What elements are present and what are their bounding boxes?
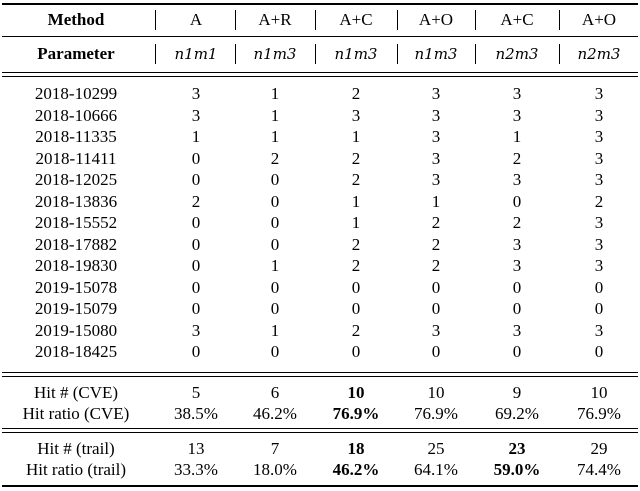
value-cell: 64.1% <box>414 460 458 479</box>
value-cell: 0 <box>191 148 201 168</box>
summary-row <box>0 382 640 404</box>
column-separator <box>155 44 156 64</box>
summary-row <box>0 403 640 425</box>
value-cell: 3 <box>512 256 522 275</box>
method-cell: A+O <box>418 10 454 29</box>
column-separator <box>235 10 236 30</box>
value-cell: 5 <box>191 383 201 402</box>
method-cell: A+R <box>258 10 292 29</box>
value-cell: 10 <box>590 383 608 402</box>
method-header-row <box>0 9 640 31</box>
value-cell: 7 <box>270 439 280 458</box>
summary-double-rule-bottom <box>2 376 638 377</box>
value-cell: 3 <box>594 105 604 125</box>
value-cell: 2 <box>512 148 522 168</box>
table-row <box>0 341 640 363</box>
header-rule <box>2 36 638 37</box>
value-cell: 0 <box>594 299 604 318</box>
row-label: 2018-12025 <box>34 170 118 189</box>
value-cell: 3 <box>431 84 441 103</box>
value-cell: 3 <box>594 148 604 168</box>
value-cell: 1 <box>351 127 361 146</box>
value-cell: 46.2% <box>253 404 297 423</box>
value-cell: 46.2% <box>332 460 380 479</box>
value-cell: 3 <box>512 170 522 189</box>
table-row <box>0 298 640 320</box>
value-cell: 13 <box>187 439 205 458</box>
value-cell: 76.9% <box>577 404 621 423</box>
value-cell: 0 <box>191 234 201 254</box>
row-label: 2018-13836 <box>34 191 118 211</box>
value-cell: 1 <box>270 105 280 125</box>
table-row <box>0 234 640 256</box>
parameter-cell: n1m3 <box>334 45 378 63</box>
value-cell: 1 <box>270 84 280 103</box>
value-cell: 2 <box>270 148 280 168</box>
value-cell: 0 <box>431 342 441 361</box>
value-cell: 0 <box>270 234 280 254</box>
row-label: 2018-10666 <box>34 105 118 125</box>
value-cell: 69.2% <box>495 404 539 423</box>
value-cell: 59.0% <box>493 460 541 479</box>
value-cell: 3 <box>431 170 441 189</box>
row-label: Hit # (trail) <box>37 439 115 458</box>
value-cell: 3 <box>594 256 604 275</box>
method-label: Method <box>47 10 105 29</box>
value-cell: 23 <box>508 439 526 458</box>
value-cell: 18 <box>347 439 365 458</box>
value-cell: 18.0% <box>253 460 297 479</box>
header-double-rule-bottom <box>2 76 638 77</box>
value-cell: 0 <box>431 277 441 297</box>
table-row <box>0 277 640 299</box>
column-separator <box>315 44 316 64</box>
parameter-cell: n1m3 <box>253 45 297 63</box>
value-cell: 1 <box>270 127 280 146</box>
value-cell: 0 <box>594 342 604 361</box>
value-cell: 0 <box>191 342 201 361</box>
table-row <box>0 148 640 170</box>
value-cell: 10 <box>427 383 445 402</box>
value-cell: 0 <box>512 191 522 211</box>
value-cell: 1 <box>512 127 522 146</box>
header-double-rule-top <box>2 72 638 73</box>
value-cell: 3 <box>512 84 522 103</box>
parameter-cell: n1m1 <box>174 45 218 63</box>
value-cell: 0 <box>270 213 280 232</box>
value-cell: 76.9% <box>332 404 380 423</box>
value-cell: 2 <box>431 256 441 275</box>
value-cell: 0 <box>191 170 201 189</box>
trail-double-rule-bottom <box>2 432 638 433</box>
top-rule <box>2 3 638 5</box>
column-separator <box>155 10 156 30</box>
value-cell: 3 <box>594 127 604 146</box>
parameter-cell: n2m3 <box>495 45 539 63</box>
column-separator <box>475 10 476 30</box>
value-cell: 3 <box>594 213 604 232</box>
value-cell: 6 <box>270 383 280 402</box>
row-label: Hit ratio (trail) <box>25 460 127 479</box>
value-cell: 76.9% <box>414 404 458 423</box>
row-label: 2018-11411 <box>35 148 117 168</box>
table-row <box>0 212 640 234</box>
value-cell: 3 <box>431 320 441 340</box>
table-row <box>0 83 640 105</box>
value-cell: 0 <box>351 277 361 297</box>
parameter-cell: n2m3 <box>577 45 621 63</box>
value-cell: 1 <box>270 320 280 340</box>
value-cell: 0 <box>431 299 441 318</box>
value-cell: 3 <box>594 84 604 103</box>
column-separator <box>559 44 560 64</box>
column-separator <box>315 10 316 30</box>
value-cell: 0 <box>191 299 201 318</box>
column-separator <box>397 10 398 30</box>
row-label: 2018-11335 <box>35 127 117 146</box>
value-cell: 2 <box>351 148 361 168</box>
value-cell: 9 <box>512 383 522 402</box>
value-cell: 3 <box>351 105 361 125</box>
summary-row <box>0 438 640 460</box>
column-separator <box>559 10 560 30</box>
value-cell: 0 <box>270 299 280 318</box>
value-cell: 33.3% <box>174 460 218 479</box>
value-cell: 3 <box>431 105 441 125</box>
value-cell: 2 <box>191 191 201 211</box>
value-cell: 25 <box>427 439 445 458</box>
trail-double-rule-top <box>2 428 638 429</box>
value-cell: 2 <box>512 213 522 232</box>
table-row <box>0 191 640 213</box>
value-cell: 0 <box>270 277 280 297</box>
value-cell: 10 <box>347 383 365 402</box>
value-cell: 0 <box>270 342 280 361</box>
value-cell: 2 <box>351 84 361 103</box>
bottom-rule <box>2 485 638 487</box>
value-cell: 3 <box>512 105 522 125</box>
value-cell: 2 <box>351 234 361 254</box>
value-cell: 38.5% <box>174 404 218 423</box>
value-cell: 1 <box>431 191 441 211</box>
method-cell: A+O <box>581 10 617 29</box>
row-label: 2018-19830 <box>34 256 118 275</box>
value-cell: 3 <box>191 84 201 103</box>
value-cell: 2 <box>431 213 441 232</box>
value-cell: 3 <box>512 320 522 340</box>
value-cell: 0 <box>191 277 201 297</box>
parameter-header-row <box>0 43 640 65</box>
method-cell: A+C <box>339 10 373 29</box>
value-cell: 1 <box>270 256 280 275</box>
value-cell: 0 <box>351 342 361 361</box>
column-separator <box>397 44 398 64</box>
value-cell: 3 <box>431 127 441 146</box>
row-label: Hit # (CVE) <box>33 383 119 402</box>
row-label: Hit ratio (CVE) <box>22 404 130 423</box>
row-label: 2018-17882 <box>34 234 118 254</box>
summary-double-rule-top <box>2 372 638 373</box>
table-row <box>0 126 640 148</box>
value-cell: 0 <box>512 277 522 297</box>
value-cell: 3 <box>594 234 604 254</box>
value-cell: 2 <box>351 170 361 189</box>
row-label: 2018-18425 <box>34 342 118 361</box>
column-separator <box>475 44 476 64</box>
row-label: 2018-10299 <box>34 84 118 103</box>
value-cell: 1 <box>351 213 361 232</box>
parameter-label: Parameter <box>37 44 115 63</box>
value-cell: 0 <box>191 213 201 232</box>
value-cell: 0 <box>270 170 280 189</box>
value-cell: 3 <box>512 234 522 254</box>
value-cell: 1 <box>191 127 201 146</box>
value-cell: 2 <box>594 191 604 211</box>
value-cell: 0 <box>512 342 522 361</box>
table-row <box>0 105 640 127</box>
value-cell: 0 <box>270 191 280 211</box>
method-cell: A+C <box>500 10 534 29</box>
row-label: 2019-15078 <box>34 277 118 297</box>
value-cell: 1 <box>351 191 361 211</box>
value-cell: 0 <box>594 277 604 297</box>
row-label: 2019-15080 <box>34 320 118 340</box>
row-label: 2018-15552 <box>34 213 118 232</box>
value-cell: 0 <box>512 299 522 318</box>
table-row <box>0 320 640 342</box>
value-cell: 3 <box>191 105 201 125</box>
summary-row <box>0 459 640 481</box>
table-row <box>0 169 640 191</box>
value-cell: 2 <box>351 256 361 275</box>
column-separator <box>235 44 236 64</box>
value-cell: 0 <box>351 299 361 318</box>
value-cell: 2 <box>351 320 361 340</box>
value-cell: 0 <box>191 256 201 275</box>
value-cell: 3 <box>594 170 604 189</box>
value-cell: 3 <box>431 148 441 168</box>
value-cell: 2 <box>431 234 441 254</box>
table-row <box>0 255 640 277</box>
method-cell: A <box>189 10 203 29</box>
value-cell: 3 <box>191 320 201 340</box>
value-cell: 29 <box>590 439 608 458</box>
value-cell: 3 <box>594 320 604 340</box>
value-cell: 74.4% <box>577 460 621 479</box>
row-label: 2019-15079 <box>34 299 118 318</box>
parameter-cell: n1m3 <box>414 45 458 63</box>
